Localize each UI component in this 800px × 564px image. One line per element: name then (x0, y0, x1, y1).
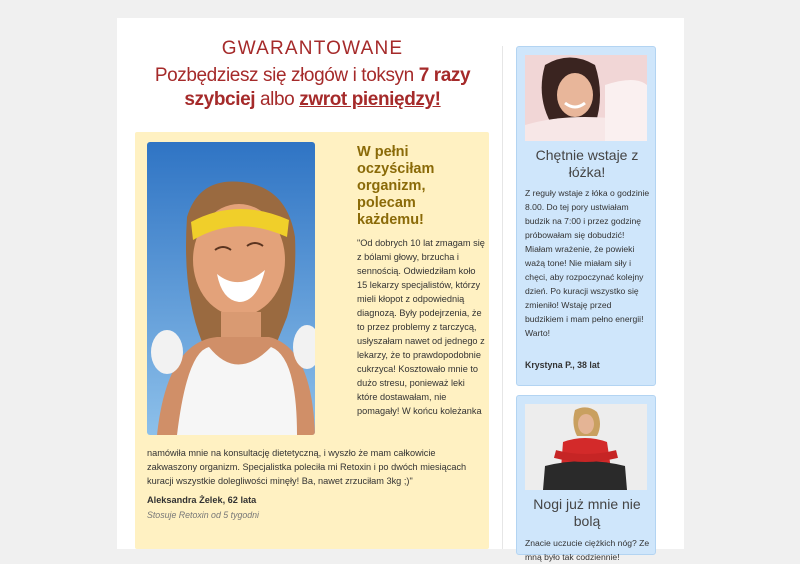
headline-bold-faster: szybciej (184, 89, 256, 110)
testimonial-heading: W pełni oczyściłam organizm, polecam każdemu! (357, 144, 435, 228)
sidebar-card-photo (525, 55, 647, 141)
woman-in-bed-photo (525, 55, 647, 141)
woman-sitting-photo (525, 404, 647, 490)
sidebar-card-text: Z reguły wstaje z łóka o godzinie 8.00. Do tej pory ustwiałam budzik na 7:00 i przez godzinę próbowałam się dobudzić! Miałam wrażenie, że powieki ważą tone! Nie miałam siły i chęci, aby rozpoczynać kolejny dzień. Po kuracji wszystko się zmieniło! Wstaję przed budzikiem i mam pełno energii! Warto! (525, 188, 650, 338)
woman-headband-photo (147, 142, 315, 435)
testimonial-photo (147, 142, 315, 435)
sidebar-card (516, 46, 656, 386)
sidebar-card-text: Znacie uczucie ciężkich nóg? Ze mną było tak codziennie! (525, 538, 650, 562)
headline-or: albo (255, 89, 300, 110)
sidebar-card-title: Nogi już mnie nie bolą (533, 496, 641, 529)
testimonial-author: Aleksandra Żelek, 62 lata (147, 495, 257, 505)
sidebar-card-author: Krystyna P., 38 lat (525, 360, 600, 370)
guarantee-label: GWARANTOWANE (221, 38, 404, 59)
refund-link[interactable]: zwrot pieniędzy! (299, 89, 441, 110)
page-container (117, 18, 684, 562)
headline (135, 64, 490, 112)
testimonial-text: "Od dobrych 10 lat zmagam się z bólami głowy, brzucha i sennością. Odwiedziłam koło 15 lekarzy specjalistów, którzy mieli kłopot z odpowiednią diagnozą. Były podejrzenia, że to przez problemy z tarczycą, usłyszałam nawet od jednego z lekarzy, że to prawdopodobnie cukrzyca! Kosztowało mnie to dużo stresu, ponieważ leki które dostawałam, nie pomagały! W końcu koleżanka (357, 238, 485, 416)
testimonial-usage: Stosuje Retoxin od 5 tygodni (147, 510, 259, 520)
main-testimonial (135, 132, 489, 549)
headline-bold-7x: 7 razy (418, 65, 471, 86)
sidebar-card (516, 395, 656, 562)
testimonial-text-continued: namówiła mnie na konsultację dietetyczną, i wyszło że mam całkowicie zakwaszony organizm. Specjalistka poleciła mi Retoxin i po dwóch miesiącach kuracji wszystkie dolegliwości minęły! Ba, nawet zrzuciłam 3kg ;)" (147, 448, 467, 486)
column-divider (502, 46, 503, 549)
sidebar-card-title: Chętnie wstaje z łóżka! (535, 147, 639, 180)
headline-text: Pozbędziesz się złogów i toksyn (154, 65, 419, 86)
sidebar-card-photo (525, 404, 647, 490)
